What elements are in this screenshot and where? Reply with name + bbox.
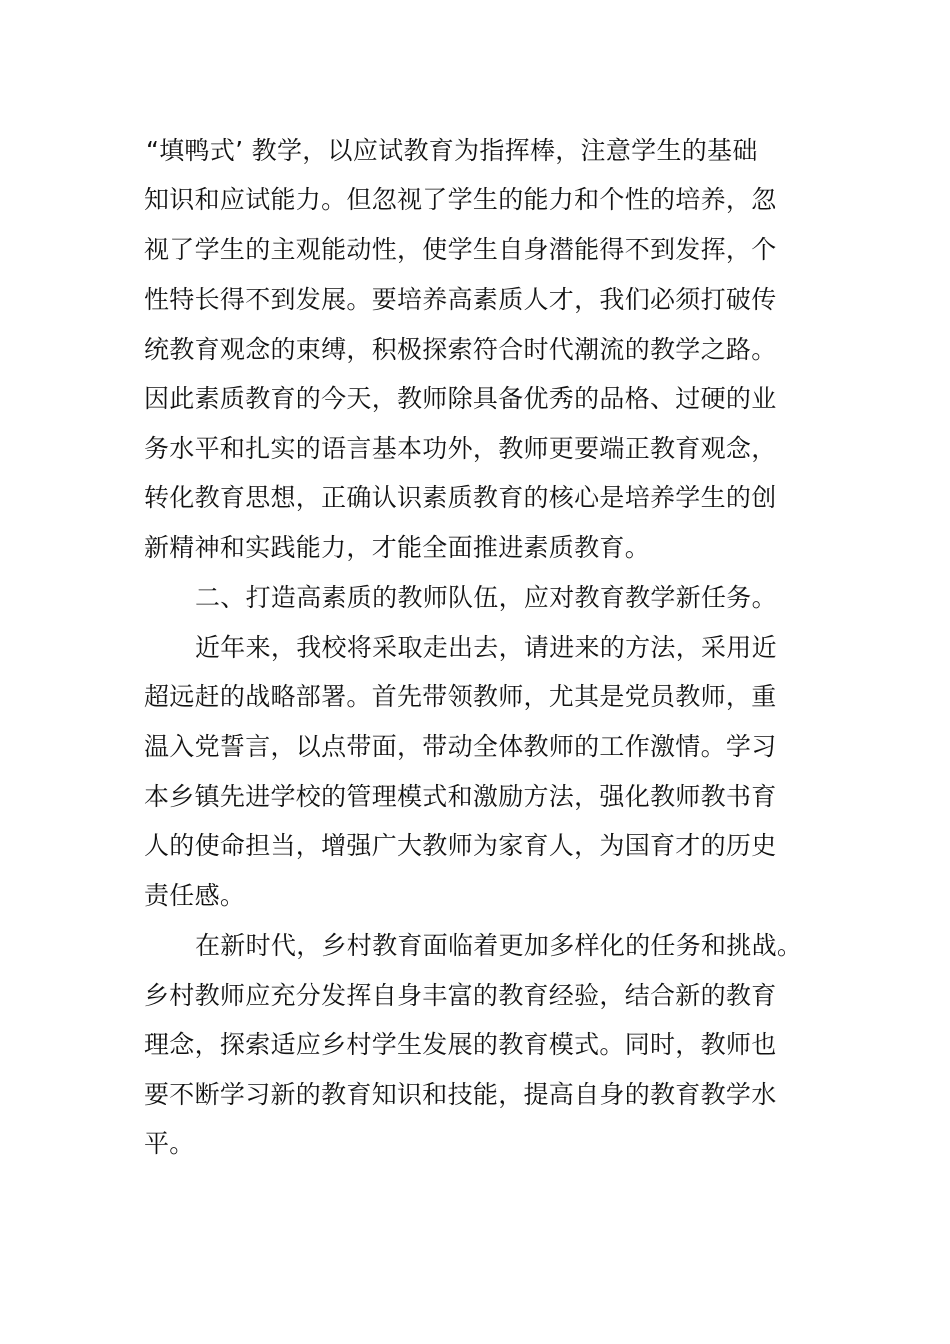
- text-line: 性特长得不到发展。要培养高素质人才，我们必须打破传: [144, 285, 777, 314]
- text-line: 在新时代，乡村教育面临着更加多样化的任务和挑战。: [195, 931, 803, 960]
- text-line: 新精神和实践能力，才能全面推进素质教育。: [144, 533, 651, 562]
- section-heading: 二、打造高素质的教师队伍，应对教育教学新任务。: [195, 583, 777, 612]
- text-line: 平。: [144, 1129, 195, 1158]
- text-line: 转化教育思想，正确认识素质教育的核心是培养学生的创: [144, 483, 777, 512]
- text-line: “填鸭式’ 教学，以应试教育为指挥棒，注意学生的基础: [146, 136, 758, 165]
- text-line: 温入党誓言，以点带面，带动全体教师的工作激情。学习: [144, 732, 777, 761]
- text-line: 理念，探索适应乡村学生发展的教育模式。同时，教师也: [144, 1030, 777, 1059]
- text-line: 务水平和扎实的语言基本功外，教师更要端正教育观念，: [144, 434, 777, 463]
- text-line: 知识和应试能力。但忽视了学生的能力和个性的培养，忽: [144, 185, 777, 214]
- text-line: 统教育观念的束缚，积极探索符合时代潮流的教学之路。: [144, 335, 777, 364]
- text-line: 人的使命担当，增强广大教师为家育人，为国育才的历史: [144, 831, 777, 860]
- text-line: 近年来，我校将采取走出去，请进来的方法，采用近: [195, 633, 777, 662]
- text-line: 视了学生的主观能动性，使学生自身潜能得不到发挥，个: [144, 235, 777, 264]
- text-line: 因此素质教育的今天，教师除具备优秀的品格、过硬的业: [144, 384, 777, 413]
- text-line: 超远赶的战略部署。首先带领教师，尤其是党员教师，重: [144, 682, 777, 711]
- text-line: 乡村教师应充分发挥自身丰富的教育经验，结合新的教育: [144, 981, 777, 1010]
- text-line: 本乡镇先进学校的管理模式和激励方法，强化教师教书育: [144, 782, 777, 811]
- text-line: 责任感。: [144, 881, 246, 910]
- text-line: 要不断学习新的教育知识和技能，提高自身的教育教学水: [144, 1080, 777, 1109]
